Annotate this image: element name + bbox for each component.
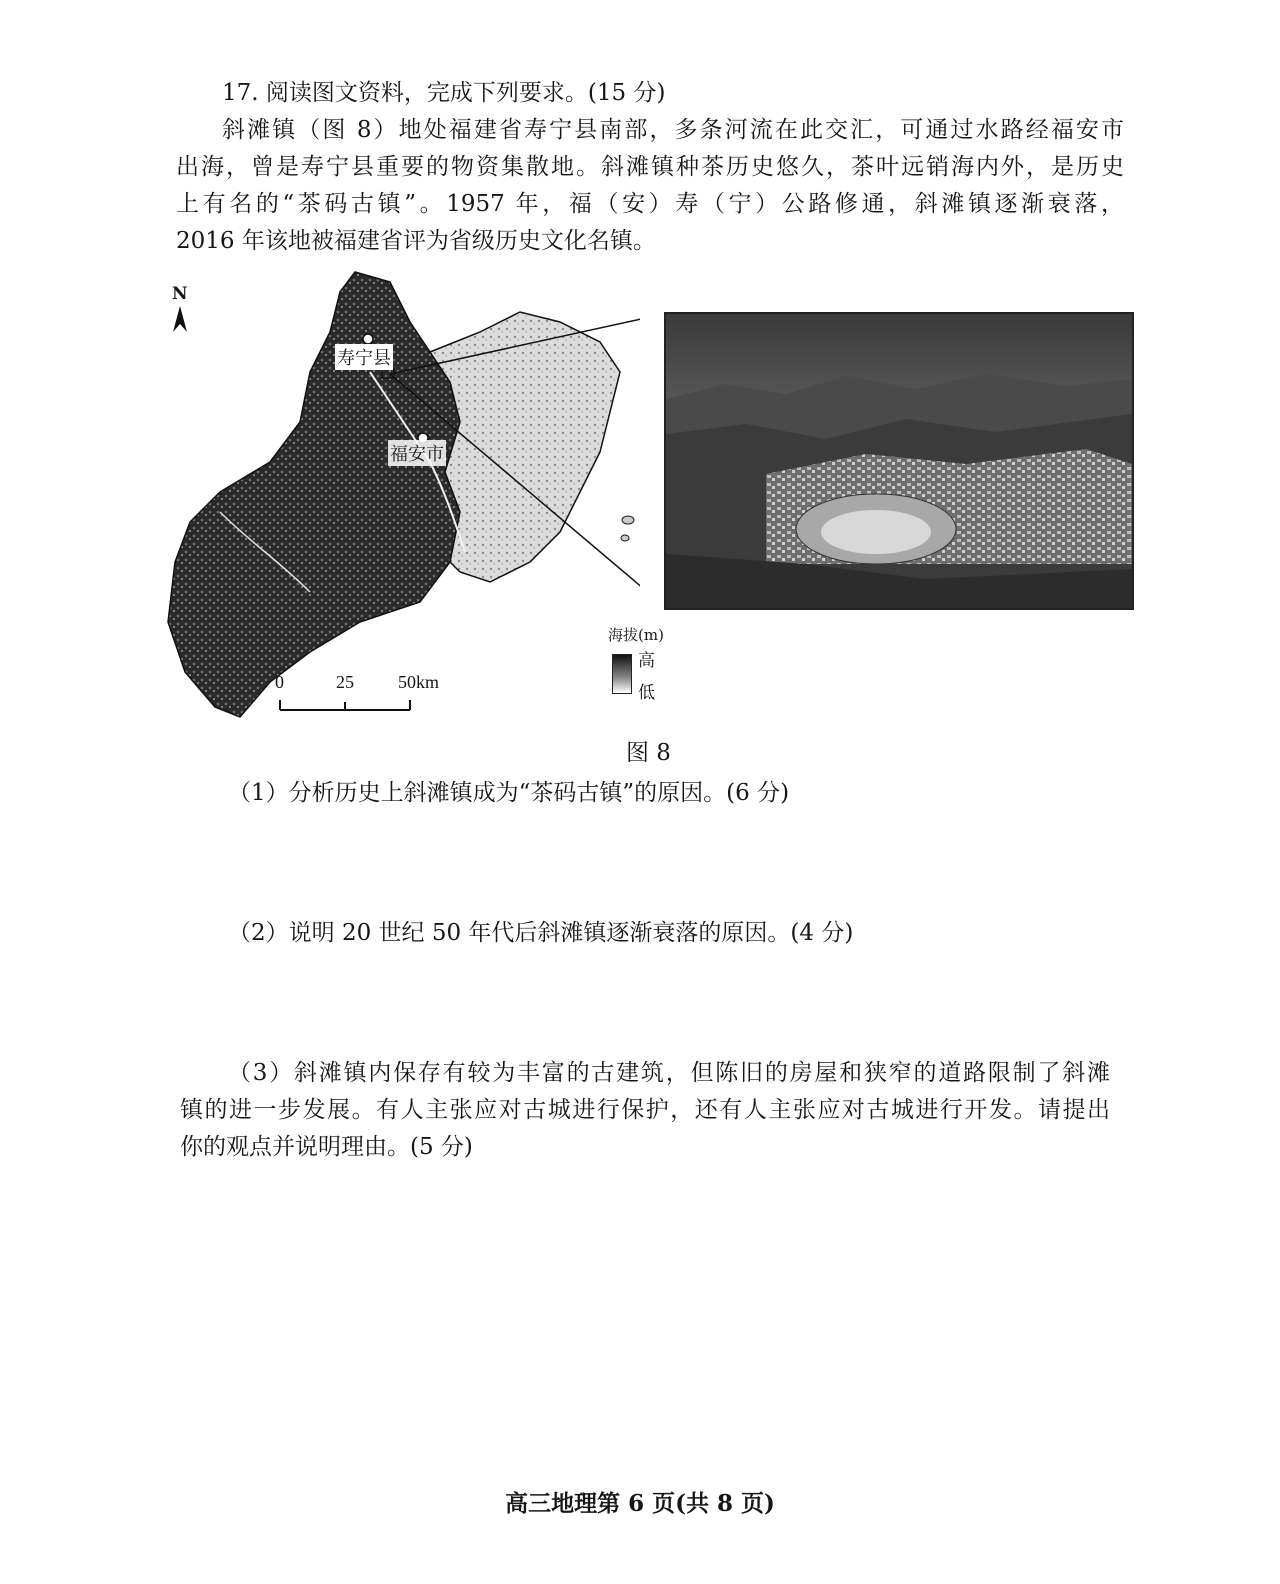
elevation-gradient xyxy=(612,654,632,694)
subquestion-3-line-3: 你的观点并说明理由。(5 分) xyxy=(180,1134,473,1160)
intro-line-3: 上有名的“茶码古镇”。1957 年，福（安）寿（宁）公路修通，斜滩镇逐渐衰落， xyxy=(176,191,1124,217)
question-title: 17. 阅读图文资料，完成下列要求。(15 分) xyxy=(222,80,666,106)
intro-line-2: 出海，曾是寿宁县重要的物资集散地。斜滩镇种茶历史悠久，茶叶远销海内外，是历史 xyxy=(176,154,1124,180)
terrain-map-shape xyxy=(160,262,640,732)
subquestion-3-line-1: （3）斜滩镇内保存有较为丰富的古建筑，但陈旧的房屋和狭窄的道路限制了斜滩 xyxy=(228,1060,1110,1086)
intro-line-1: 斜滩镇（图 8）地处福建省寿宁县南部，多条河流在此交汇，可通过水路经福安市 xyxy=(222,117,1124,143)
page-footer: 高三地理第 6 页(共 8 页) xyxy=(505,1490,775,1517)
town-photo-image xyxy=(666,314,1132,608)
scale-bar: 0 25 50km xyxy=(272,672,452,720)
north-arrow: N xyxy=(170,284,190,334)
subquestion-3-line-2: 镇的进一步发展。有人主张应对古城进行保护，还有人主张应对古城进行开发。请提出 xyxy=(180,1097,1110,1123)
subquestion-2: （2）说明 20 世纪 50 年代后斜滩镇逐渐衰落的原因。(4 分) xyxy=(228,920,854,946)
elevation-legend: 海拔(m) 高 低 xyxy=(608,626,664,703)
intro-line-4: 2016 年该地被福建省评为省级历史文化名镇。 xyxy=(176,228,656,254)
town-photo xyxy=(664,312,1134,610)
city-label: 福安市 xyxy=(388,440,446,466)
scale-bar-line xyxy=(272,696,452,716)
county-label: 寿宁县 xyxy=(335,344,393,370)
terrain-map xyxy=(160,262,640,732)
figure-caption: 图 8 xyxy=(626,740,671,766)
subquestion-1: （1）分析历史上斜滩镇成为“茶码古镇”的原因。(6 分) xyxy=(228,780,790,806)
